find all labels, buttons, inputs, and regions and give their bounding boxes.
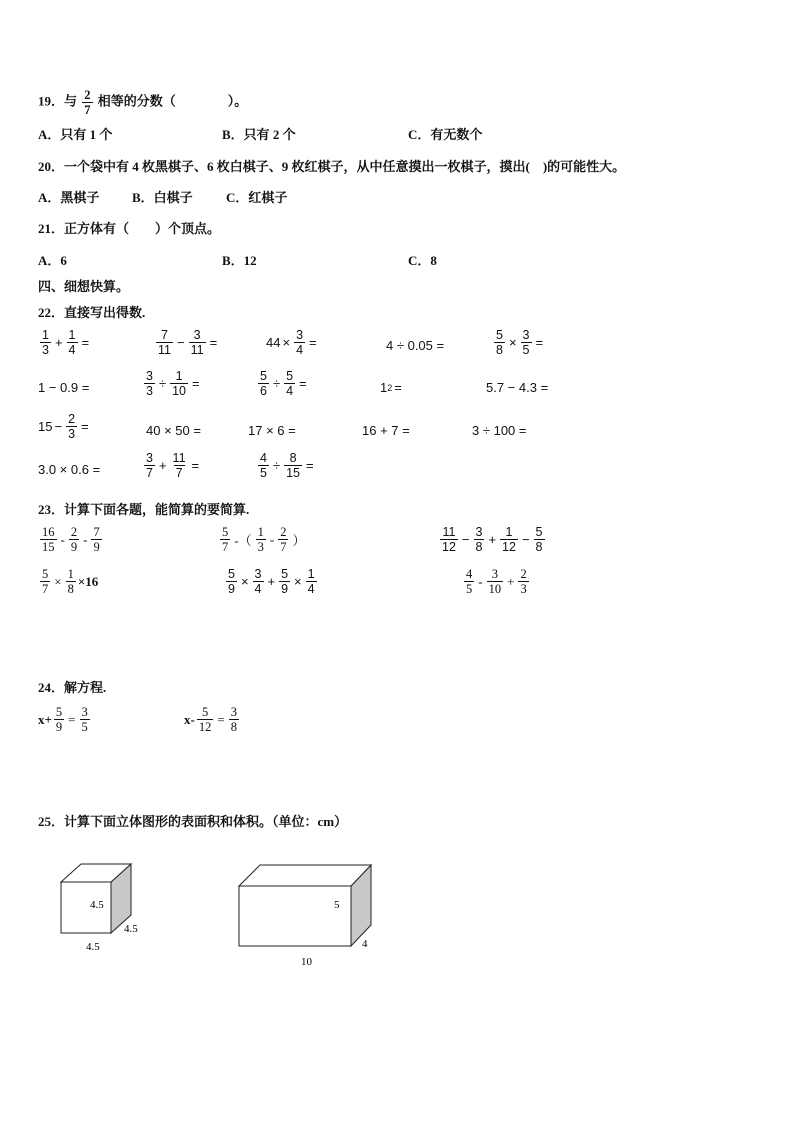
q23-item-6: 4 5 - 3 10 + $\frac{2}{3}$ (466, 567, 527, 596)
q22-item-2: 7 11 − $\frac{3}{11}$ = (158, 328, 218, 357)
q22-item-10: 5.7 − 4.3 = (486, 380, 549, 395)
box-width-label: 10 (301, 956, 312, 968)
q23-item-2: 5 7 -（ 1 3 - 2 7 ） (222, 525, 306, 554)
q22-item-5: $\frac{5}{8}$ × $\frac{3}{5}$ = (496, 328, 544, 357)
q22-item-6: 1 − 0.9 = (38, 380, 90, 395)
question-25: 25．计算下面立体图形的表面积和体积。（单位：cm） (38, 814, 348, 829)
q22-item-12: 40 × 50 = (146, 423, 201, 438)
q22-item-17: 3 7 + $\frac{11}{7}$ = (146, 451, 200, 480)
question-22: 22．直接写出得数. (38, 305, 146, 320)
q21-option-b[interactable]: B．12 (222, 253, 257, 268)
q21-option-c[interactable]: C．8 (408, 253, 437, 268)
q23-item-4: $\frac{5}{7}$ × $\frac{1}{8}$ ×16 (42, 567, 99, 596)
question-21: 21．正方体有（ ）个顶点。 (38, 221, 221, 236)
q21-option-a[interactable]: A．6 (38, 253, 67, 268)
q22-item-18: $\frac{4}{5}$ ÷ $\frac{8}{15}$ = (260, 451, 314, 480)
q25-text: 计算下面立体图形的表面积和体积。（单位：cm） (64, 814, 348, 829)
cube-depth-label: 4.5 (124, 923, 138, 935)
q20-option-a[interactable]: A．黑棋子 (38, 190, 100, 205)
q23-item-5: $\frac{5}{9}$ × $\frac{3}{4}$ + $\frac{5}{9}$ × $\frac{1}{4}$ (228, 567, 315, 596)
q22-item-9: 1 2 = (380, 380, 402, 395)
q23-item-3: 11 12 − $\frac{3}{8}$ + $\frac{1}{12}$ − $\frac{5}{8}$ (442, 525, 543, 554)
q22-text: 直接写出得数. (64, 305, 146, 320)
q19-text: 相等的分数（ ）。 (97, 93, 248, 109)
q22-item-7: $\frac{3}{3}$ ÷ $\frac{1}{10}$ = (146, 369, 200, 398)
cube-height-label: 4.5 (90, 899, 104, 911)
q22-item-14: 16 + 7 = (362, 423, 410, 438)
q19-option-c[interactable]: C．有无数个 (408, 127, 483, 142)
q22-item-11: 15 − $\frac{2}{3}$ = (38, 412, 89, 441)
q23-text: 计算下面各题，能简算的要简算. (64, 502, 250, 517)
q23-item-1: 16 15 - 2 9 - 7 9 (42, 525, 100, 554)
cube-figure (61, 864, 138, 953)
q22-item-1: 1 3 + $\frac{1}{4}$ = (42, 328, 90, 357)
q20-text: 一个袋中有 4 枚黑棋子、6 枚白棋子、9 枚红棋子，从中任意摸出一枚棋子，摸出( )的可能性大。 (64, 159, 626, 174)
box-depth-label: 4 (362, 938, 368, 950)
q22-item-3: 44 × $\frac{3}{4}$ = (266, 328, 317, 357)
q22-item-13: 17 × 6 = (248, 423, 296, 438)
question-24: 24．解方程. (38, 680, 107, 695)
q24-text: 解方程. (64, 680, 107, 695)
q24-equation-2: x- $\frac{5}{12}$ = $\frac{3}{8}$ (184, 705, 237, 734)
q19-fraction: $\frac{2}{7}$ (84, 88, 91, 117)
question-20: 20．一个袋中有 4 枚黑棋子、6 枚白棋子、9 枚红棋子，从中任意摸出一枚棋子，摸出( )的可能性大。 (38, 159, 626, 174)
cube-width-label: 4.5 (86, 941, 100, 953)
q22-item-16: 3.0 × 0.6 = (38, 462, 101, 477)
question-19: 19．与 $\frac{2}{7}$ 相等的分数（ ）。 (38, 88, 248, 117)
question-23: 23．计算下面各题，能简算的要简算. (38, 502, 250, 517)
box-height-label: 5 (334, 899, 340, 911)
box-figure (239, 865, 371, 968)
q22-item-4: 4 ÷ 0.05 = (386, 338, 445, 353)
q22-item-8: $\frac{5}{6}$ ÷ $\frac{5}{4}$ = (260, 369, 307, 398)
q20-option-b[interactable]: B．白棋子 (132, 190, 193, 205)
q22-item-15: 3 ÷ 100 = (472, 423, 527, 438)
q20-option-c[interactable]: C．红棋子 (226, 190, 288, 205)
q19-option-a[interactable]: A．只有 1 个 (38, 127, 113, 142)
section-4-heading: 四、细想快算。 (38, 279, 130, 294)
q24-equation-1: x+ $\frac{5}{9}$ = $\frac{3}{5}$ (38, 705, 88, 734)
q19-prefix: 与 (64, 93, 78, 109)
q19-option-b[interactable]: B．只有 2 个 (222, 127, 296, 142)
q21-text: 正方体有（ ）个顶点。 (64, 221, 221, 236)
